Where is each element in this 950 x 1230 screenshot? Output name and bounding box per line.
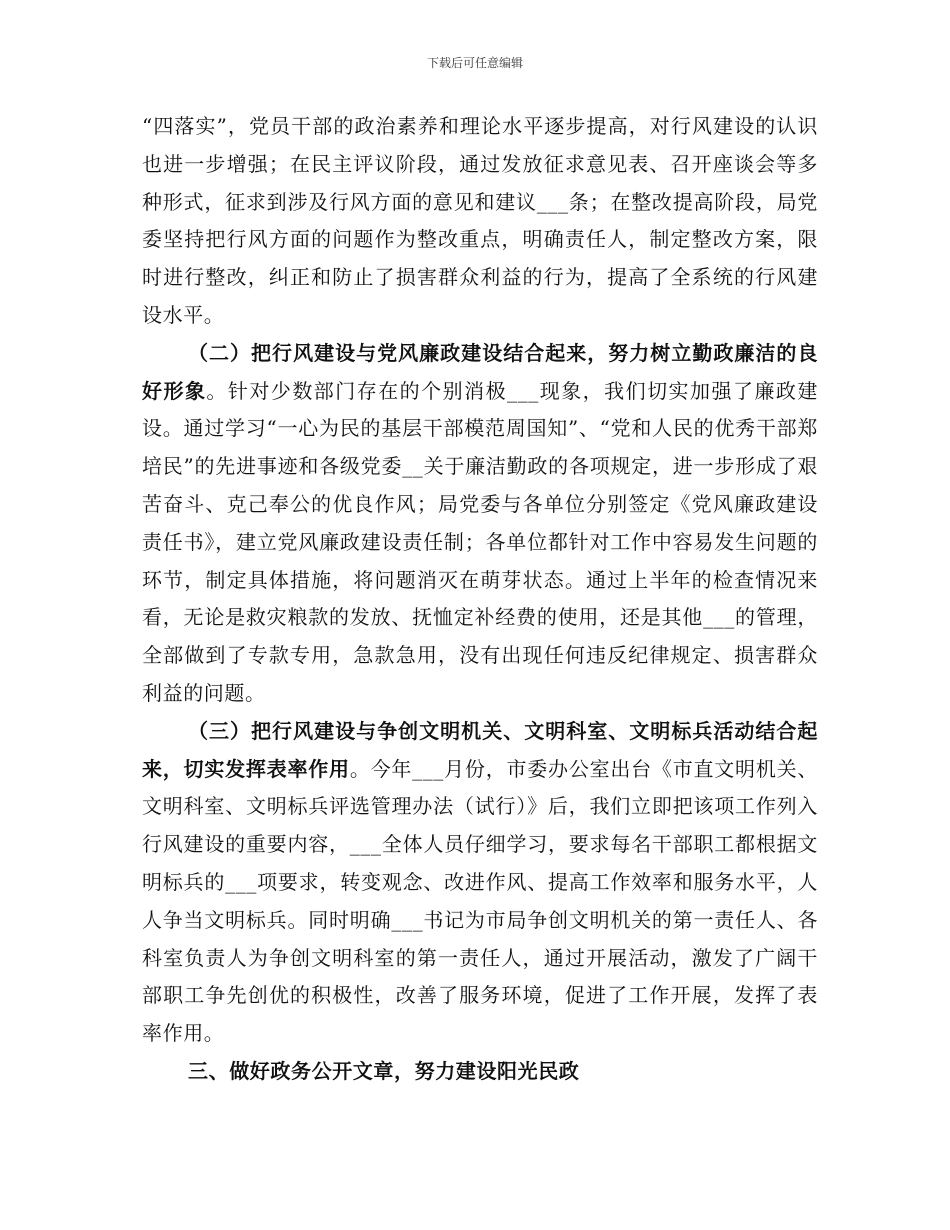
paragraph-subsection-3	[142, 713, 818, 1053]
subsection-heading-3: （三）把行风建设与争创文明机关、文明科室、文明标兵活动结合起来，切实发挥表率作用	[142, 718, 818, 781]
subsection-heading-2: （二）把行风建设与党风廉政建设结合起来，努力树立勤政廉洁的良好形象	[142, 340, 818, 403]
paragraph-continuation	[142, 108, 818, 335]
header-note: 下载后可任意编辑	[426, 56, 523, 70]
paragraph-subsection-2	[142, 335, 818, 713]
paragraph-text: “四落实”，党员干部的政治素养和理论水平逐步提高，对行风建设的认识也进一步增强；在民主评议阶段，通过发放征求意见表、召开座谈会等多种形式，征求到涉及行风方面的意见和建议___条；在整改提高阶段，局党委坚持把行风方面的问题作为整改重点，明确责任人，制定整改方案，限时进行整改，纠正和防止了损害群众利益的行为，提高了全系统的行风建设水平。	[142, 114, 818, 327]
paragraph-text: 。针对少数部门存在的个别消极___现象，我们切实加强了廉政建设。通过学习“一心为民的基层干部模范周国知”、“党和人民的优秀干部郑培民”的先进事迹和各级党委__关于廉洁勤政的各项规定，进一步形成了艰苦奋斗、克己奉公的优良作风；局党委与各单位分别签定《党风廉政建设责任书》，建立党风廉政建设责任制；各单位都针对工作中容易发生问题的环节，制定具体措施，将问题消灭在萌芽状态。通过上半年的检查情况来看，无论是救灾粮款的发放、抚恤定补经费的使用，还是其他___的管理，全部做到了专款专用，急款急用，没有出现任何违反纪律规定、损害群众利益的问题。	[142, 378, 818, 705]
document-body	[142, 108, 818, 1091]
section-heading-3: 三、做好政务公开文章，努力建设阳光民政	[188, 1058, 580, 1083]
paragraph-text: 。今年___月份，市委办公室出台《市直文明机关、文明科室、文明标兵评选管理办法（试行）》后，我们立即把该项工作列入行风建设的重要内容，___全体人员仔细学习，要求每名干部职工都根据文明标兵的___项要求，转变观念、改进作风、提高工作效率和服务水平，人人争当文明标兵。同时明确___书记为市局争创文明机关的第一责任人、各科室负责人为争创文明科室的第一责任人，通过开展活动，激发了广阔干部职工争先创优的积极性，改善了服务环境，促进了工作开展，发挥了表率作用。	[142, 756, 819, 1046]
